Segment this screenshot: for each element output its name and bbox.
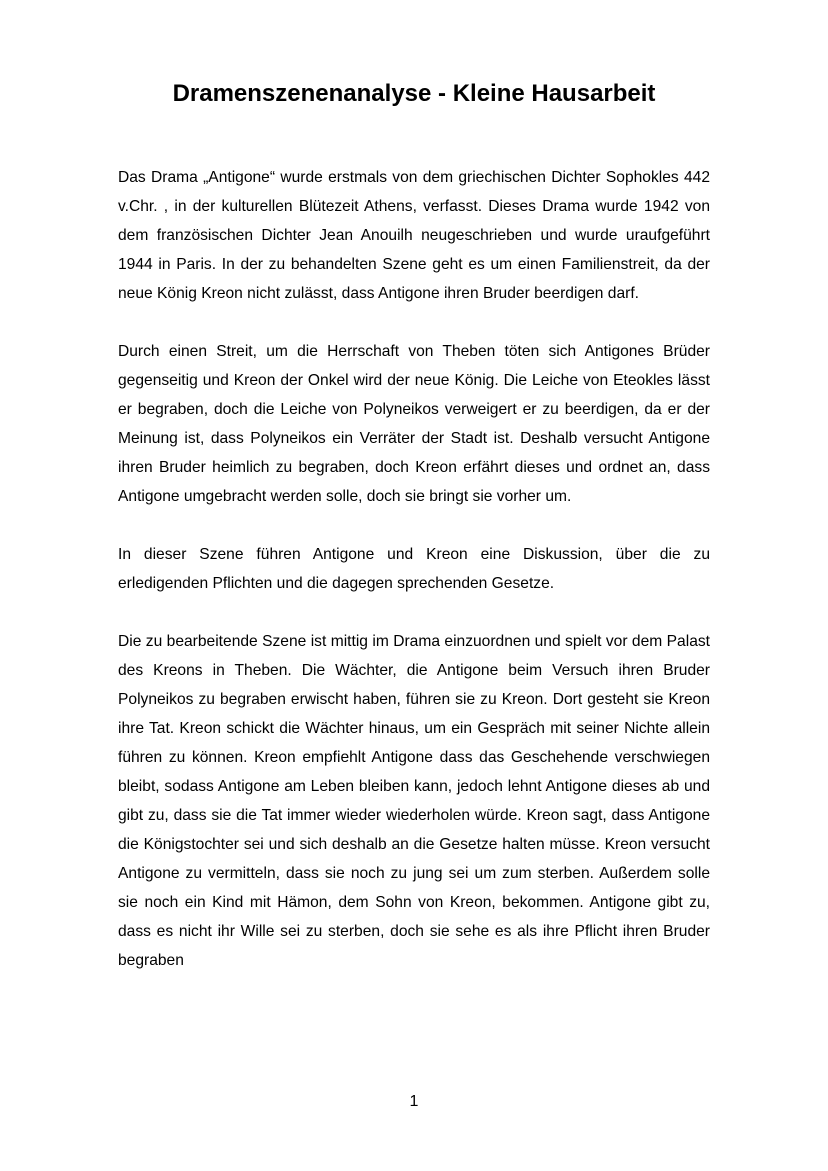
document-body — [118, 163, 710, 1004]
page-number: 1 — [409, 1093, 419, 1110]
document-title: Dramenszenenanalyse - Kleine Hausarbeit — [172, 80, 656, 107]
paragraph-introduction: Das Drama „Antigone“ wurde erstmals von dem griechischen Dichter Sophokles 442 v.Chr. , in der kulturellen Blütezeit Athens, verfasst. Dieses Drama wurde 1942 von dem französischen Dichter Jean Anouilh neugeschrieben und wurde uraufgeführt 1944 in Paris. In der zu behandelten Szene geht es um einen Familienstreit, da der neue König Kreon nicht zulässt, dass Antigone ihren Bruder beerdigen darf. — [118, 169, 710, 302]
paragraph-scene-context: Die zu bearbeitende Szene ist mittig im Drama einzuordnen und spielt vor dem Palast des Kreons in Theben. Die Wächter, die Antigone beim Versuch ihren Bruder Polyneikos zu begraben erwischt haben, führen sie zu Kreon. Dort gesteht sie Kreon ihre Tat. Kreon schickt die Wächter hinaus, um ein Gespräch mit seiner Nichte allein führen zu können. Kreon empfiehlt Antigone dass das Geschehende verschwiegen bleibt, sodass Antigone am Leben bleiben kann, jedoch lehnt Antigone dieses ab und gibt zu, dass sie die Tat immer wieder wiederholen würde. Kreon sagt, dass Antigone die Königstochter sei und sich deshalb an die Gesetze halten müsse. Kreon versucht Antigone zu vermitteln, dass sie noch zu jung sei um zum sterben. Außerdem solle sie noch ein Kind mit Hämon, dem Sohn von Kreon, bekommen. Antigone gibt zu, dass es nicht ihr Wille sei zu sterben, doch sie sehe es als ihre Pflicht ihren Bruder begraben — [118, 633, 710, 969]
paragraph-background: Durch einen Streit, um die Herrschaft von Theben töten sich Antigones Brüder gegenseitig und Kreon der Onkel wird der neue König. Die Leiche von Eteokles lässt er begraben, doch die Leiche von Polyneikos verweigert er zu beerdigen, da er der Meinung ist, dass Polyneikos ein Verräter der Stadt ist. Deshalb versucht Antigone ihren Bruder heimlich zu begraben, doch Kreon erfährt dieses und ordnet an, dass Antigone umgebracht werden solle, doch sie bringt sie vorher um. — [118, 343, 710, 505]
paragraph-scene-summary: In dieser Szene führen Antigone und Kreon eine Diskussion, über die zu erledigenden Pflichten und die dagegen sprechenden Gesetze. — [118, 546, 710, 592]
